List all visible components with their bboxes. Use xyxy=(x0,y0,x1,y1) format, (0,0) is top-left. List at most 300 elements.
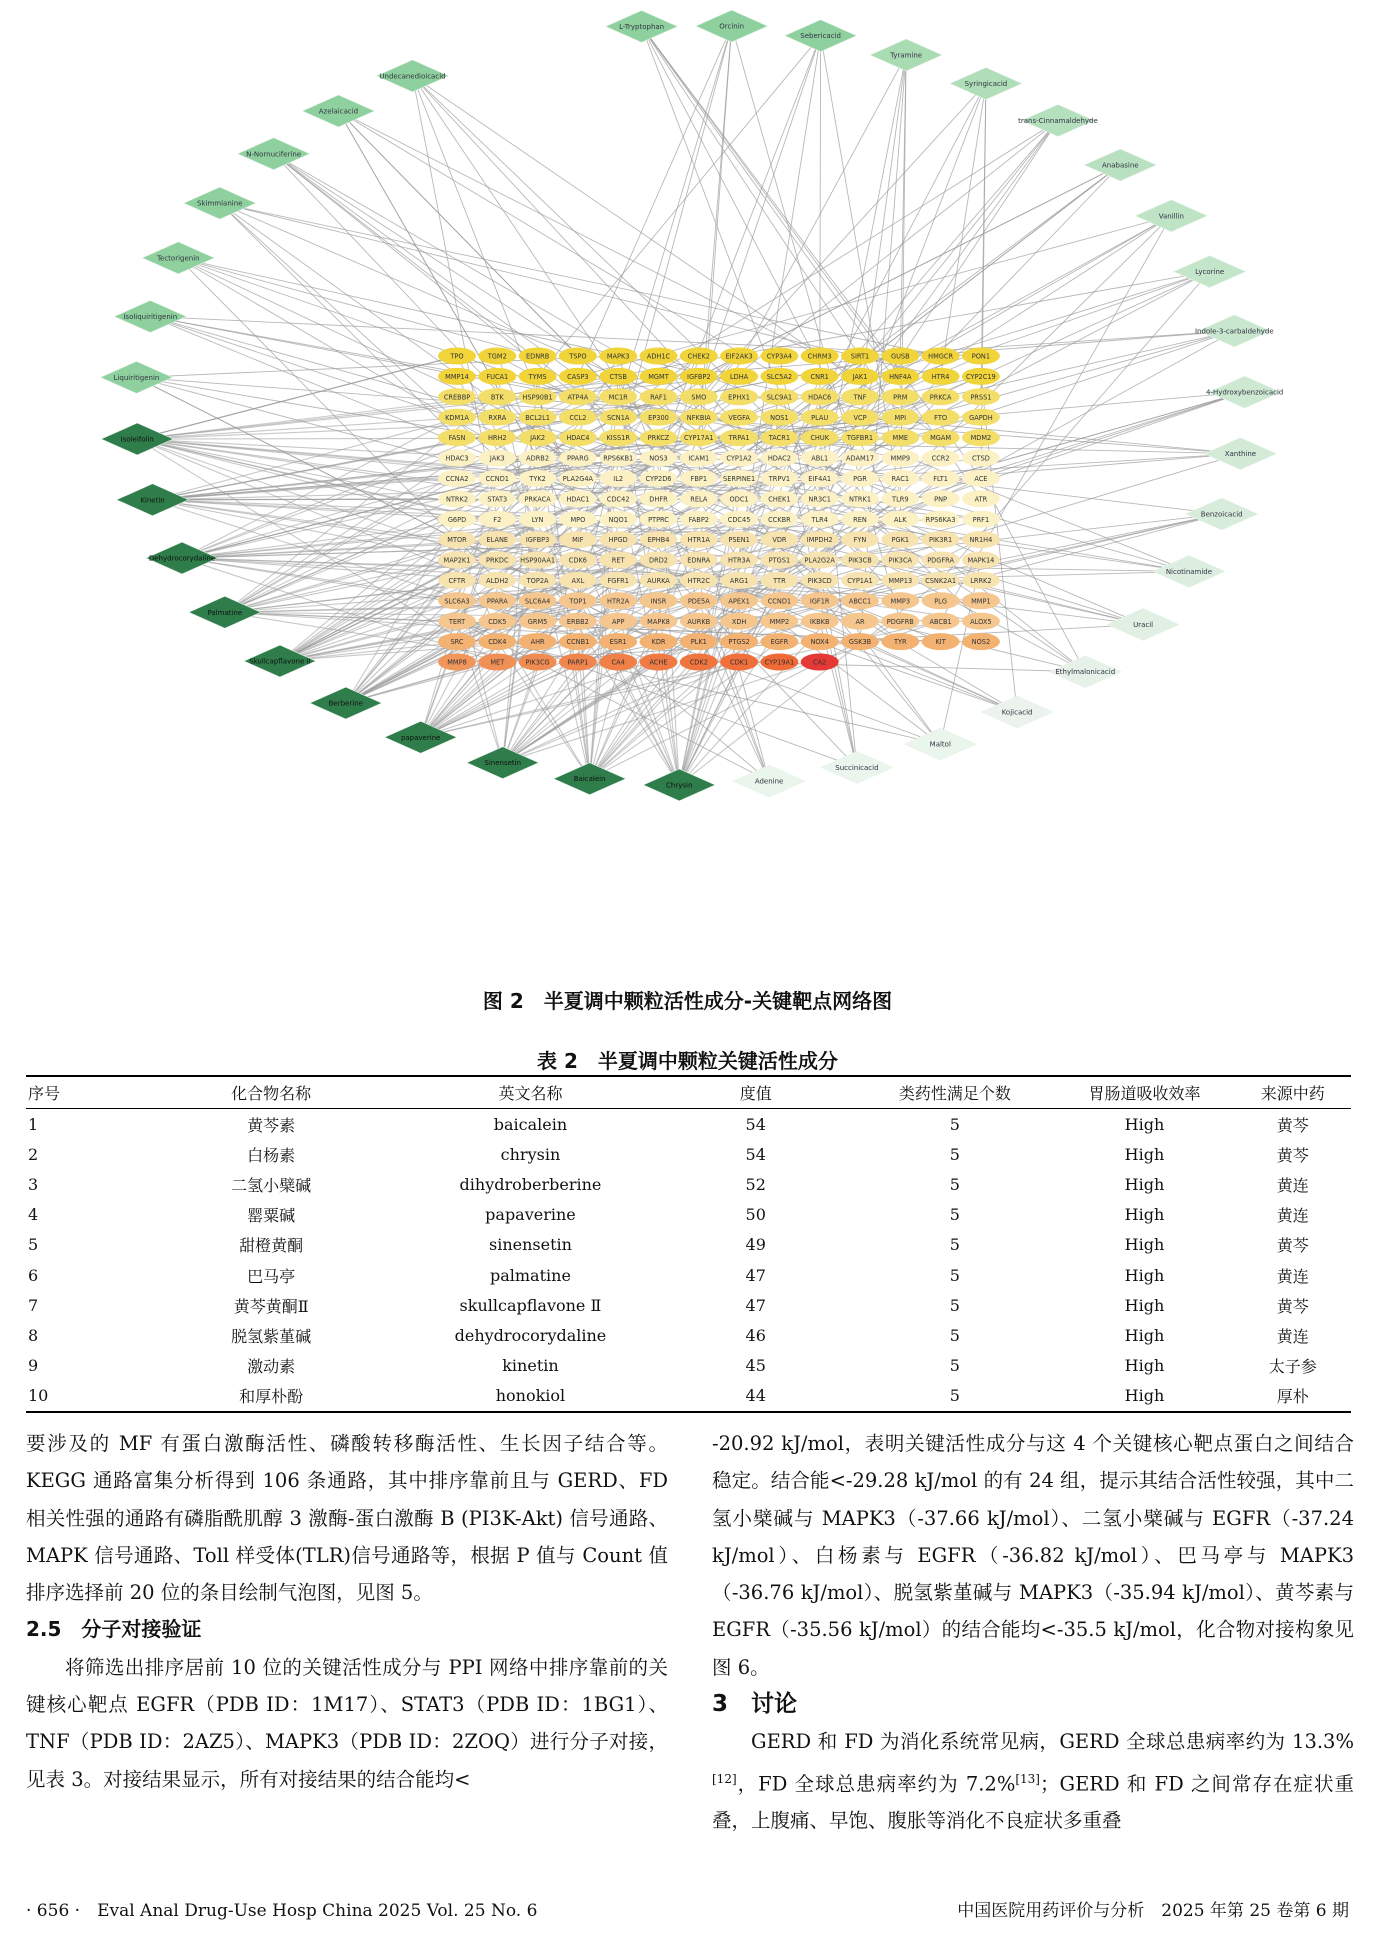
compound-label: Sinensetin xyxy=(484,759,522,768)
target-label: MMP9 xyxy=(890,454,911,463)
target-node xyxy=(760,613,798,630)
target-label: MMP8 xyxy=(447,658,467,667)
target-label: PRKDC xyxy=(486,556,509,565)
target-node xyxy=(599,633,637,650)
target-node xyxy=(962,429,1000,446)
target-label: LRRK2 xyxy=(970,577,992,585)
target-label: ELANE xyxy=(486,536,509,545)
target-node xyxy=(922,368,960,385)
table-cell: 6 xyxy=(28,1265,39,1285)
target-label: BTK xyxy=(490,393,504,402)
target-label: ERBB2 xyxy=(566,617,589,626)
table-cell: 5 xyxy=(855,1381,1054,1412)
target-label: MET xyxy=(490,658,505,667)
target-label: PDGFRB xyxy=(886,617,914,626)
target-label: MMP1 xyxy=(971,597,991,606)
table-cell: 脱氢紫堇碱 xyxy=(231,1326,312,1346)
target-label: ADH1C xyxy=(646,352,671,361)
target-node xyxy=(478,654,516,671)
target-node xyxy=(559,531,597,548)
network-edge xyxy=(220,203,941,356)
target-label: MMP3 xyxy=(890,597,911,606)
compound-label: Ethylmalonicacid xyxy=(1055,668,1116,677)
target-label: HDAC3 xyxy=(445,454,469,463)
column-header: 类药性满足个数 xyxy=(855,1076,1054,1109)
target-label: TACR1 xyxy=(768,434,791,443)
target-label: EIF4A1 xyxy=(808,475,832,483)
target-node xyxy=(760,388,798,405)
target-label: PPARA xyxy=(486,597,508,606)
table-cell: dehydrocorydaline xyxy=(454,1325,607,1345)
network-edge xyxy=(578,26,732,376)
target-node xyxy=(841,348,879,365)
target-label: MGMT xyxy=(648,373,669,381)
target-node xyxy=(680,470,718,487)
target-label: SCN1A xyxy=(606,413,630,422)
target-node xyxy=(599,388,637,405)
target-label: HDAC4 xyxy=(566,434,590,443)
table-cell: 黄芩 xyxy=(1276,1236,1309,1256)
target-node xyxy=(720,633,758,650)
target-node xyxy=(801,450,839,467)
table-cell: 罂粟碱 xyxy=(247,1206,296,1226)
target-label: MAPK14 xyxy=(967,556,995,565)
target-node xyxy=(680,348,718,365)
target-label: ESR1 xyxy=(609,638,627,647)
table-cell: 黄连 xyxy=(1276,1175,1309,1195)
target-node xyxy=(438,572,476,589)
table-row xyxy=(26,1139,1351,1169)
target-node xyxy=(760,470,798,487)
target-label: CYP17A1 xyxy=(684,434,714,443)
compound-label: L-Tryptophan xyxy=(619,22,665,31)
target-label: NQO1 xyxy=(608,515,628,524)
target-label: RELA xyxy=(690,495,708,504)
target-label: PRF1 xyxy=(972,515,990,524)
target-node xyxy=(760,409,798,426)
target-label: PRKCZ xyxy=(647,434,670,443)
target-label: EGFR xyxy=(770,638,789,647)
compound-label: Skullcapflavone II xyxy=(249,657,311,666)
target-node xyxy=(680,572,718,589)
target-node xyxy=(519,429,557,446)
table-cell: honokiol xyxy=(405,1381,656,1412)
target-label: CYP1A2 xyxy=(726,454,752,463)
table-cell: baicalein xyxy=(493,1114,568,1134)
target-node xyxy=(640,348,678,365)
target-node xyxy=(599,572,637,589)
target-label: TLR4 xyxy=(811,515,828,524)
table-cell: 52 xyxy=(745,1174,766,1194)
table-cell: 激动素 xyxy=(247,1357,296,1377)
target-label: RPS6KB1 xyxy=(603,454,634,463)
target-node xyxy=(841,552,879,569)
table-cell: High xyxy=(1124,1205,1165,1225)
target-label: GSK3B xyxy=(848,638,872,647)
target-node xyxy=(478,633,516,650)
target-node xyxy=(841,490,879,507)
table-cell: 47 xyxy=(745,1265,766,1285)
compound-label: Undecanedioicacid xyxy=(379,72,446,81)
discussion-text-c: ；GERD 和 FD 之间常存在症状重叠，上腹痛、早饱、腹胀等消化不良症状多重叠 xyxy=(712,1772,1354,1833)
target-label: CSNK2A1 xyxy=(925,577,957,585)
table-row xyxy=(26,1320,1351,1350)
target-label: PLK1 xyxy=(690,638,707,647)
target-node xyxy=(881,633,919,650)
target-label: TGM2 xyxy=(487,352,507,361)
target-label: ABCC1 xyxy=(848,597,872,606)
compound-node xyxy=(821,751,893,783)
section-2-5-heading: 2.5 分子对接验证 xyxy=(26,1617,202,1642)
table-cell: sinensetin xyxy=(488,1235,572,1255)
target-label: PGK1 xyxy=(891,536,910,545)
target-label: TLR9 xyxy=(892,495,909,504)
table-row xyxy=(26,1230,1351,1260)
target-node xyxy=(438,592,476,609)
target-node xyxy=(881,388,919,405)
target-node xyxy=(519,409,557,426)
target-node xyxy=(680,368,718,385)
table-cell: 5 xyxy=(949,1235,960,1255)
target-node xyxy=(720,613,758,630)
target-node xyxy=(760,654,798,671)
section-3-heading: 3 讨论 xyxy=(712,1691,798,1718)
target-node xyxy=(801,552,839,569)
target-label: ARG1 xyxy=(729,577,749,585)
column-header: 化合物名称 xyxy=(138,1076,405,1109)
target-node xyxy=(962,368,1000,385)
target-node xyxy=(922,490,960,507)
target-label: PPARG xyxy=(567,454,589,463)
target-label: SLC5A2 xyxy=(766,373,793,381)
target-label: PRKACA xyxy=(524,495,551,504)
target-label: SLC9A1 xyxy=(766,393,793,402)
target-node xyxy=(519,470,557,487)
target-node xyxy=(841,470,879,487)
table-cell: 巴马亭 xyxy=(247,1266,296,1286)
target-node xyxy=(680,654,718,671)
table-cell: 2 xyxy=(28,1144,39,1164)
compound-node xyxy=(1186,498,1258,530)
target-node xyxy=(801,470,839,487)
target-node xyxy=(640,613,678,630)
target-node xyxy=(519,552,557,569)
compound-node xyxy=(377,60,449,92)
table-cell: High xyxy=(1124,1325,1165,1345)
target-label: PGR xyxy=(853,475,867,483)
compound-node xyxy=(606,10,678,42)
target-label: INSR xyxy=(650,597,667,606)
target-node xyxy=(720,450,758,467)
target-label: MAPK8 xyxy=(647,617,670,626)
target-node xyxy=(801,368,839,385)
target-node xyxy=(599,409,637,426)
target-label: AXL xyxy=(571,577,585,585)
target-label: CHEK1 xyxy=(768,495,791,504)
target-node xyxy=(962,552,1000,569)
target-label: CA4 xyxy=(611,658,625,667)
table-cell: skullcapflavone Ⅱ xyxy=(459,1295,602,1315)
target-node xyxy=(922,511,960,528)
target-node xyxy=(962,592,1000,609)
target-node xyxy=(640,531,678,548)
target-node xyxy=(640,409,678,426)
compound-label: Orcinin xyxy=(719,22,745,31)
table-cell: 8 xyxy=(28,1325,39,1345)
target-node xyxy=(478,490,516,507)
compound-label: trans-Cinnamaldehyde xyxy=(1018,117,1098,126)
target-node xyxy=(519,348,557,365)
target-node xyxy=(599,531,637,548)
target-label: MPO xyxy=(570,515,586,524)
target-label: CTSD xyxy=(971,454,990,463)
target-label: SRC xyxy=(450,638,464,647)
table-cell: 1 xyxy=(28,1114,39,1134)
table-cell: 49 xyxy=(745,1235,766,1255)
target-node xyxy=(519,368,557,385)
target-label: ACE xyxy=(974,475,988,483)
compound-node xyxy=(1206,376,1283,408)
table-cell: 5 xyxy=(28,1235,39,1255)
target-node xyxy=(760,592,798,609)
network-edge xyxy=(137,376,739,439)
target-node xyxy=(478,511,516,528)
target-node xyxy=(841,592,879,609)
table-cell: 和厚朴酚 xyxy=(138,1381,405,1412)
target-node xyxy=(841,511,879,528)
table-cell: High xyxy=(1054,1381,1234,1412)
target-label: PDE5A xyxy=(687,597,710,606)
target-node xyxy=(599,450,637,467)
target-label: TOP1 xyxy=(569,597,587,606)
column-header: 英文名称 xyxy=(405,1076,656,1109)
table-cell: 5 xyxy=(949,1325,960,1345)
target-node xyxy=(922,572,960,589)
table-cell: 黄芩 xyxy=(1276,1296,1309,1316)
target-label: CHEK2 xyxy=(687,352,710,361)
compound-label: Palmatine xyxy=(207,608,243,617)
target-node xyxy=(922,633,960,650)
target-label: CHUK xyxy=(810,434,830,443)
target-label: FBP1 xyxy=(690,475,708,483)
target-label: RXRA xyxy=(488,413,507,422)
target-label: IMPDH2 xyxy=(806,536,833,545)
table-cell: 5 xyxy=(949,1205,960,1225)
network-edge xyxy=(274,154,578,377)
compound-node xyxy=(100,361,172,393)
target-label: CCNA2 xyxy=(445,475,469,483)
target-label: EPHX1 xyxy=(728,393,751,402)
target-node xyxy=(922,531,960,548)
target-node xyxy=(640,511,678,528)
target-label: PLG xyxy=(934,597,947,606)
target-node xyxy=(640,552,678,569)
target-label: PON1 xyxy=(971,352,991,361)
target-node xyxy=(922,348,960,365)
target-node xyxy=(760,450,798,467)
target-label: LYN xyxy=(531,515,544,524)
target-node xyxy=(801,511,839,528)
column-header: 度值 xyxy=(656,1076,855,1109)
target-node xyxy=(559,368,597,385)
target-node xyxy=(640,572,678,589)
table-cell: chrysin xyxy=(500,1144,561,1164)
table-cell: 厚朴 xyxy=(1235,1381,1351,1412)
target-label: TGFBR1 xyxy=(846,434,874,443)
target-node xyxy=(599,613,637,630)
target-label: CDK6 xyxy=(568,556,588,565)
target-node xyxy=(680,490,718,507)
target-node xyxy=(478,531,516,548)
target-label: SIRT1 xyxy=(850,352,870,361)
target-node xyxy=(519,633,557,650)
target-label: IL2 xyxy=(613,475,624,483)
target-node xyxy=(801,572,839,589)
target-label: PARP1 xyxy=(567,658,589,667)
target-label: CNR1 xyxy=(810,373,829,381)
compound-label: Syringicacid xyxy=(964,80,1008,89)
table-cell: High xyxy=(1124,1114,1165,1134)
compound-node xyxy=(146,542,218,574)
compound-label: Isoleifolin xyxy=(120,435,154,444)
target-label: CDK2 xyxy=(689,658,708,667)
target-node xyxy=(599,552,637,569)
compound-label: Sebericacid xyxy=(800,32,841,41)
target-label: SLC6A3 xyxy=(444,597,470,606)
target-node xyxy=(478,572,516,589)
target-node xyxy=(438,511,476,528)
target-label: MMP13 xyxy=(888,577,913,585)
target-label: FYN xyxy=(853,536,867,545)
target-node xyxy=(478,613,516,630)
target-node xyxy=(720,388,758,405)
target-label: KIT xyxy=(935,638,946,647)
target-node xyxy=(881,368,919,385)
target-node xyxy=(962,613,1000,630)
target-label: AHR xyxy=(530,638,545,647)
target-label: PDGFRA xyxy=(927,556,954,565)
target-label: NOS1 xyxy=(770,413,789,422)
target-label: CTSB xyxy=(609,373,627,381)
target-label: HNF4A xyxy=(889,373,912,381)
target-node xyxy=(599,348,637,365)
target-node xyxy=(438,470,476,487)
target-label: PNP xyxy=(934,495,948,504)
target-label: HSP90AA1 xyxy=(520,556,556,565)
target-label: ATR xyxy=(974,495,988,504)
column-header: 来源中药 xyxy=(1235,1076,1351,1109)
target-label: JAK2 xyxy=(530,434,546,443)
target-node xyxy=(760,511,798,528)
compound-node xyxy=(101,423,173,455)
table-row xyxy=(26,1109,1351,1140)
key-compounds-table xyxy=(26,1075,1351,1413)
target-node xyxy=(559,429,597,446)
target-label: CDK1 xyxy=(729,658,749,667)
target-node xyxy=(922,450,960,467)
ref-12: [12] xyxy=(712,1771,737,1786)
table-cell: 10 xyxy=(26,1381,138,1412)
target-node xyxy=(559,348,597,365)
target-node xyxy=(801,531,839,548)
target-node xyxy=(559,490,597,507)
table-cell: 黄连 xyxy=(1276,1206,1309,1226)
target-node xyxy=(922,429,960,446)
target-label: MMP14 xyxy=(445,373,469,381)
table-cell: kinetin xyxy=(502,1356,559,1376)
target-node xyxy=(720,511,758,528)
compound-label: Maltol xyxy=(929,740,951,749)
target-label: MIF xyxy=(572,536,584,545)
network-edge xyxy=(274,154,659,377)
compound-node xyxy=(554,763,626,795)
target-node xyxy=(438,409,476,426)
target-node xyxy=(962,572,1000,589)
compound-label: 4-Hydroxybenzoicacid xyxy=(1205,388,1284,397)
target-label: VCP xyxy=(853,413,867,422)
target-label: NOS3 xyxy=(649,454,668,463)
table-cell: 黄连 xyxy=(1276,1326,1309,1346)
left-paragraph-1: 要涉及的 MF 有蛋白激酶活性、磷酸转移酶活性、生长因子结合等。KEGG 通路富集分析得到 106 条通路，其中排序靠前且与 GERD、FD 相关性强的通路有磷脂酰肌醇 3 激酶-蛋白激酶 B (PI3K-Akt) 信号通路、MAPK 信号通路、Toll 样受体(TLR)信号通路等，根据 P 值与 Count 值排序选择前 20 位的条目绘制气泡图，见图 5。 xyxy=(26,1432,668,1605)
target-label: HTR1A xyxy=(687,536,710,545)
target-label: HPGD xyxy=(608,536,628,545)
target-node xyxy=(438,531,476,548)
target-node xyxy=(881,592,919,609)
target-node xyxy=(599,368,637,385)
table-cell: 54 xyxy=(745,1114,766,1134)
target-node xyxy=(559,654,597,671)
target-label: GUSB xyxy=(890,352,910,361)
compound-label: Chrysin xyxy=(666,781,693,790)
compound-label: Baicalein xyxy=(573,775,606,784)
target-node xyxy=(922,613,960,630)
target-label: MGAM xyxy=(930,434,952,443)
target-node xyxy=(438,613,476,630)
target-node xyxy=(962,450,1000,467)
target-label: MAPK3 xyxy=(606,352,630,361)
table-cell: 47 xyxy=(745,1295,766,1315)
target-label: ALOX5 xyxy=(970,617,992,626)
target-node xyxy=(841,531,879,548)
target-label: NR3C1 xyxy=(808,495,831,504)
target-label: VEGFA xyxy=(728,413,750,422)
table-cell: dihydroberberine xyxy=(459,1174,602,1194)
target-node xyxy=(962,409,1000,426)
target-label: GRM5 xyxy=(527,617,548,626)
table-cell: 46 xyxy=(745,1325,766,1345)
target-label: TRPA1 xyxy=(728,434,750,443)
table-cell: 5 xyxy=(949,1295,960,1315)
target-node xyxy=(720,429,758,446)
target-node xyxy=(478,409,516,426)
target-label: CDC42 xyxy=(606,495,630,504)
table-cell: 二氢小檗碱 xyxy=(231,1175,312,1195)
target-node xyxy=(559,388,597,405)
target-label: AURKB xyxy=(687,617,711,626)
target-node xyxy=(760,531,798,548)
table-cell: 4 xyxy=(28,1205,39,1225)
left-column xyxy=(26,1425,668,1798)
target-node xyxy=(881,409,919,426)
target-node xyxy=(680,592,718,609)
target-node xyxy=(478,429,516,446)
target-label: TTR xyxy=(773,577,786,585)
target-node xyxy=(478,388,516,405)
target-label: GAPDH xyxy=(969,413,993,422)
compound-node xyxy=(1204,438,1276,470)
compound-node xyxy=(1135,200,1207,232)
table-cell: 黄连 xyxy=(1276,1266,1309,1286)
